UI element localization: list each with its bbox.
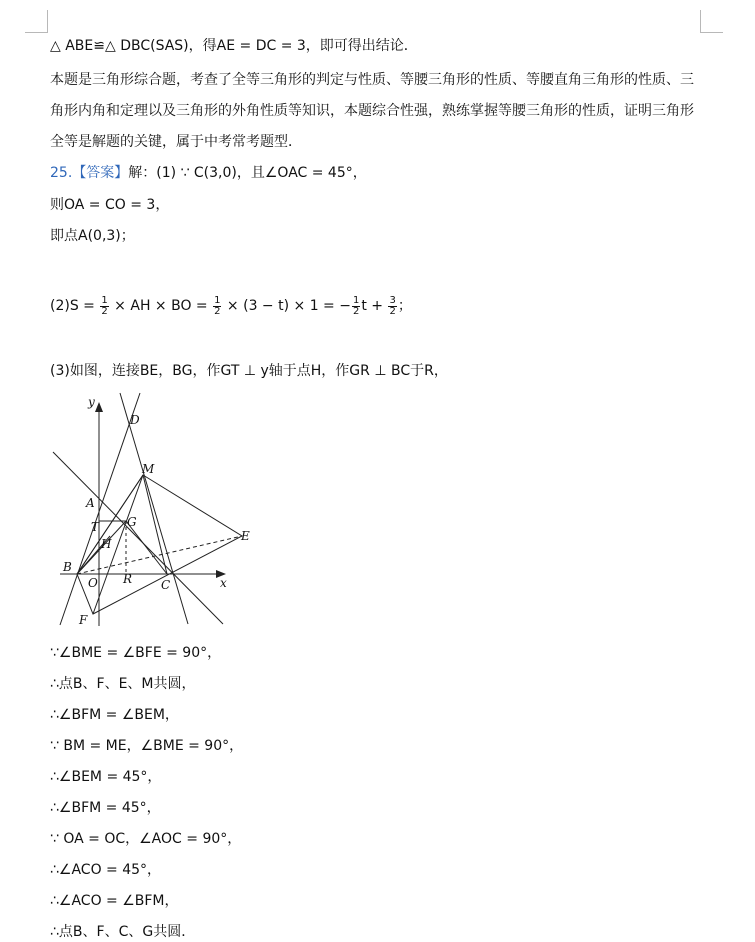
line-d-c [120, 393, 188, 624]
formula-part-2: × AH × BO = [109, 298, 213, 314]
label-x: x [220, 576, 227, 590]
fraction-half-1: $\frac{1}{2}$ [101, 294, 108, 317]
proof-line-3: ∴∠BFM = ∠BEM， [50, 707, 179, 723]
page-corner-mark-left [25, 10, 48, 33]
proof-line-5: ∴∠BEM = 45°， [50, 769, 162, 785]
question-number: 25. [50, 165, 73, 181]
text-line-3: 角形内角和定理以及三角形的外角性质等知识，本题综合性强，熟练掌握等腰三角形的性质，证明三角形 [50, 103, 694, 119]
label-e: E [241, 529, 250, 543]
proof-line-4: ∵ BM = ME，∠BME = 90°， [50, 738, 244, 754]
text-line-9: (3)如图，连接BE，BG，作GT ⊥ y轴于点H，作GR ⊥ BC于R， [50, 363, 448, 379]
geometry-figure [48, 390, 258, 630]
label-h: H [101, 537, 112, 551]
label-b: B [63, 560, 72, 574]
answer-tag: 【答案】 [72, 165, 129, 181]
text-line-7: 即点A(0,3)； [50, 228, 135, 244]
proof-line-1: ∵∠BME = ∠BFE = 90°， [50, 645, 222, 661]
formula-part-3: × (3 − t) × 1 = − [222, 298, 351, 314]
fraction-half-3: $\frac{1}{2}$ [352, 294, 360, 317]
label-g: G [127, 515, 137, 529]
proof-line-10: ∴点B、F、C、G共圆． [50, 924, 196, 940]
formula-part-4: t + [361, 298, 388, 314]
label-a: A [86, 496, 95, 510]
proof-line-8: ∴∠ACO = 45°， [50, 862, 162, 878]
text-line-2: 本题是三角形综合题，考查了全等三角形的判定与性质、等腰三角形的性质、等腰直角三角形的性质、三 [50, 72, 694, 88]
proof-line-7: ∵ OA = OC，∠AOC = 90°， [50, 831, 242, 847]
text-line-6: 则OA = CO = 3， [50, 197, 170, 213]
line-through-b-d [60, 393, 140, 625]
formula-part-1: (2)S = [50, 298, 100, 314]
y-axis-arrow [95, 402, 103, 412]
label-f: F [79, 613, 88, 627]
text-line-1: △ ABE≌△ DBC(SAS)，得AE = DC = 3，即可得出结论． [50, 38, 418, 54]
proof-line-2: ∴点B、F、E、M共圆， [50, 676, 196, 692]
question-25-line [50, 163, 367, 183]
label-o: O [88, 576, 98, 590]
area-formula-line [50, 294, 412, 318]
page-corner-mark-right [700, 10, 723, 33]
label-d: D [130, 413, 140, 427]
proof-line-9: ∴∠ACO = ∠BFM， [50, 893, 179, 909]
formula-part-5: ； [397, 298, 412, 314]
label-m: M [142, 462, 155, 476]
line-a-c [53, 452, 223, 624]
label-c: C [161, 578, 171, 592]
fraction-half-2: $\frac{1}{2}$ [214, 294, 221, 317]
proof-line-6: ∴∠BFM = 45°， [50, 800, 161, 816]
label-y: y [88, 395, 95, 409]
label-t: T [91, 520, 100, 534]
label-r: R [123, 572, 133, 586]
text-line-4: 全等是解题的关键，属于中考常考题型． [50, 134, 302, 150]
fraction-three-halves: $\frac{3}{2}$ [389, 294, 396, 317]
question-25-text: 解：(1) ∵ C(3,0)，且∠OAC = 45°， [128, 165, 367, 181]
